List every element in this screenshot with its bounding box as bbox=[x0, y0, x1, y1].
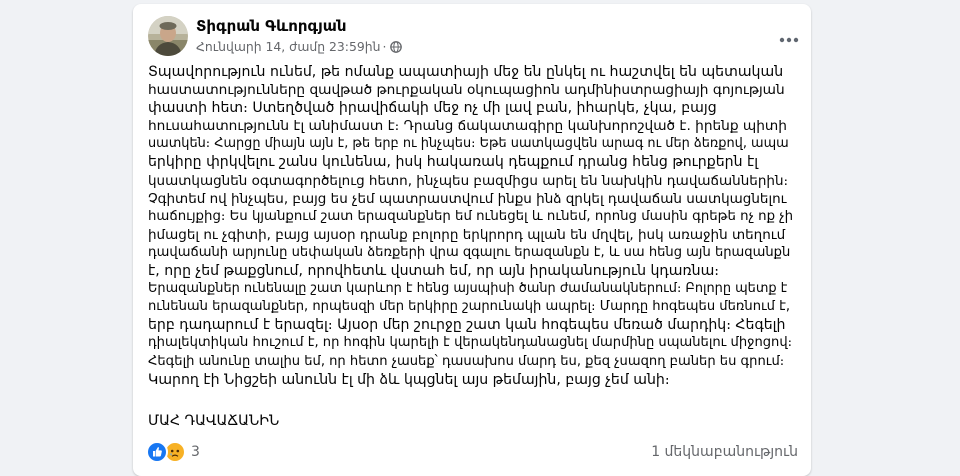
author-avatar[interactable] bbox=[148, 16, 188, 56]
post-body-line: դիալեկտիկան հուշում է, որ հոգին կարելի է վերակենդանացնել մարմինը սպանելու միջոցով։ bbox=[148, 335, 793, 351]
globe-icon[interactable] bbox=[390, 41, 402, 53]
post-body-line: դավաճանի արյունը սեփական ձեռքերի վրա զգալու երազանքն է, և սա հենց այն երազանքն bbox=[148, 244, 791, 260]
post-body-line: երկիրը փրկվելու շանս կունենա, իսկ հակառակ դեպքում դրանց հենց թուրքերն էլ bbox=[148, 154, 759, 171]
post-body-line: ունենան երազանքներ, որպեսզի մեր երկիրը շարունակի ապրել։ Մարդը հոգեպես մեռնում է, bbox=[148, 299, 791, 315]
post-body-line: փաստի հետ։ Ստեղծված իրավիճակի մեջ ոչ մի լավ բան, իհարկե, չկա, բայց bbox=[148, 100, 717, 117]
post-body-line: կսատկացնեն օգտագործելուց հետո, ինչպես բազմիցս արել են նախկին դավաճաններին։ bbox=[148, 172, 789, 189]
post-header bbox=[148, 16, 798, 56]
more-options-button[interactable] bbox=[771, 22, 807, 58]
post-body-line: սատկեն։ Հարցը միայն այն է, թե երբ ու ինչպես։ Եթե սատկացվեն արագ ու մեր ձեռքով, ապա bbox=[148, 136, 789, 152]
post-signature: ՄԱՀ ԴԱՎԱՃԱՆԻՆ bbox=[148, 413, 280, 429]
post-body-line: իմացել ու չգիտի, բայց այսօր դրանք բոլորը երկրորդ պլան են մղվել, իսկ առաջին տեղում bbox=[148, 226, 786, 243]
post-footer bbox=[148, 441, 798, 463]
post-body-line: Տպավորություն ունեմ, թե ոմանք ապատիայի մեջ են ընկել ու հաշտվել են պետական bbox=[148, 64, 784, 80]
post-meta bbox=[196, 39, 402, 54]
post-body-line: Չգիտեմ ով ինչպես, բայց ես չեմ պատրաստվում ինքս ինձ զրկել դավաճան սատկացնելու bbox=[148, 190, 787, 207]
post-timestamp[interactable]: Հունվարի 14, ժամը 23:59ին bbox=[196, 39, 381, 54]
post-card bbox=[133, 4, 811, 476]
post-body-line: է, որը չեմ թաքցնում, որովհետև վստահ եմ, որ այն իրականություն կդառնա։ bbox=[148, 263, 720, 280]
avatar-photo bbox=[148, 16, 188, 56]
post-body-line: հուսահատությունն էլ անիմաստ է։ Դրանց ճակատագիրը կանխորոշված է. իրենք պիտի bbox=[148, 118, 787, 135]
post-body-line: Հեգելի անունը տալիս եմ, որ հետո չասեք՝ դասախոս մարդ ես, քեզ չսազող բաներ ես գրում։ bbox=[148, 353, 785, 369]
post-body-line: Կարող էի Նիցշեի անունն էլ մի ձև կպցնել այս թեմային, բայց չեմ անի։ bbox=[148, 371, 670, 388]
post-body bbox=[148, 63, 793, 389]
author-name[interactable]: Տիգրան Գևորգյան bbox=[196, 17, 347, 35]
post-body-line: երբ դադարում է երազել։ Այսօր մեր շուրջը շատ կան հոգեպես մեռած մարդիկ։ Հեգելի bbox=[148, 317, 786, 334]
reaction-count: 3 bbox=[191, 444, 200, 460]
post-body-line: հաճույքից։ Ես կյանքում շատ երազանքներ եմ ունեցել և ունեմ, որոնց մասին գրեթե ոչ ոք չի bbox=[148, 208, 794, 224]
post-body-line: հաստատությունները զավթած թուրքական օկուպացիոն ադմինիստրացիայի գոյության bbox=[148, 82, 785, 99]
comments-count-link[interactable]: 1 մեկնաբանություն bbox=[651, 444, 798, 460]
post-body-line: Երազանքներ ունենալը շատ կարևոր է հենց այսպիսի ծանր ժամանակներում։ Բոլորը պետք է bbox=[148, 281, 788, 297]
reactions-summary[interactable] bbox=[148, 443, 200, 461]
like-icon bbox=[146, 441, 168, 463]
meta-separator: · bbox=[382, 39, 387, 54]
more-horizontal-icon bbox=[779, 37, 799, 43]
